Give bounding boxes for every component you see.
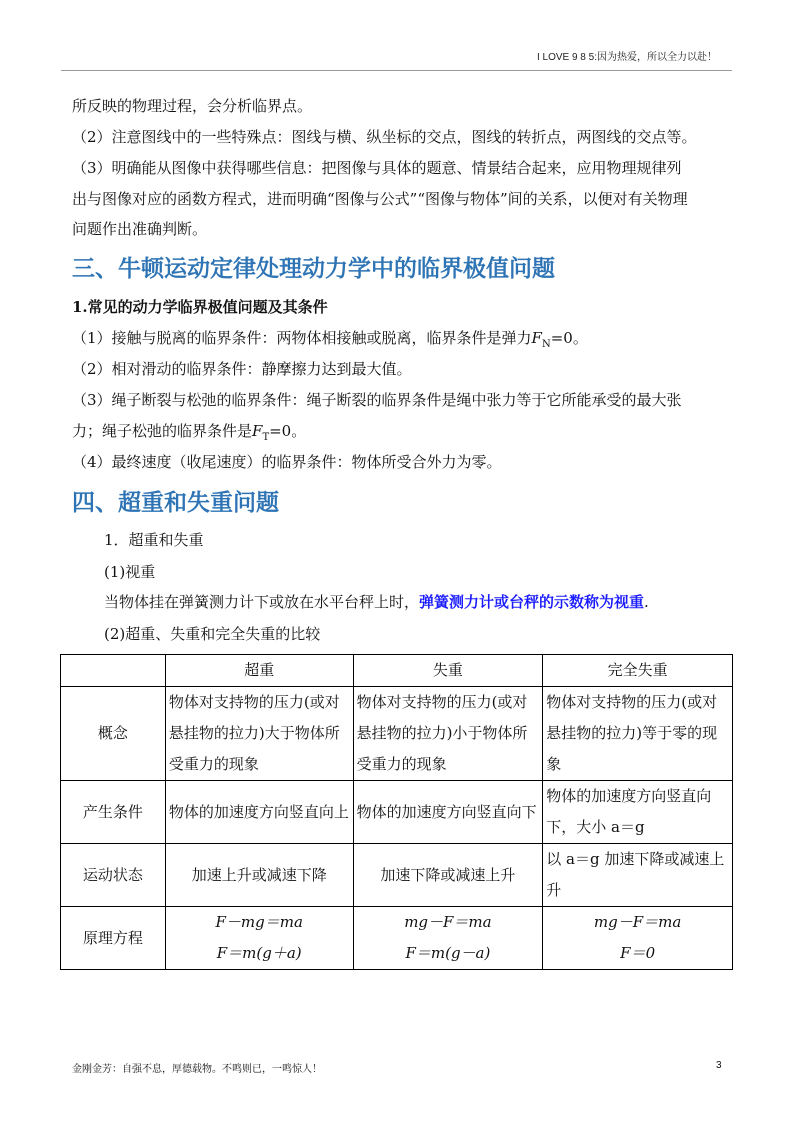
equation-cell <box>353 907 543 970</box>
row-label-equation: 原理方程 <box>61 907 166 970</box>
section-4-sub2: (1)视重 <box>104 563 156 581</box>
definition-end: . <box>644 593 649 611</box>
condition-3-end: =0。 <box>269 422 307 440</box>
table-cell: 物体的加速度方向竖直向下 <box>353 781 543 844</box>
intro-line-1: 所反映的物理过程，会分析临界点。 <box>72 97 313 115</box>
table-cell: 物体对支持物的压力(或对悬挂物的拉力)大于物体所受重力的现象 <box>165 687 353 781</box>
intro-line-4: 出与图像对应的函数方程式，进而明确“图像与公式”“图像与物体”间的关系，以便对有关物理 <box>72 190 688 208</box>
equation-cell <box>165 907 353 970</box>
footer-motto: 金刚金芳：自强不息，厚德载物。不鸣则已，一鸣惊人！ <box>72 1064 322 1075</box>
condition-3-sub: T <box>262 432 270 443</box>
row-label-condition: 产生条件 <box>61 781 166 844</box>
definition-text: 当物体挂在弹簧测力计下或放在水平台秤上时， <box>104 593 420 611</box>
table-cell: 加速上升或减速下降 <box>165 844 353 907</box>
condition-1-var: F <box>531 329 542 347</box>
section-3-subtitle: 1.常见的动力学临界极值问题及其条件 <box>72 298 328 316</box>
equation-cell <box>543 907 733 970</box>
row-label-concept: 概念 <box>61 687 166 781</box>
table-row <box>61 907 733 970</box>
condition-3-var: F <box>252 422 263 440</box>
condition-1-sub: N <box>541 339 551 350</box>
table-row <box>61 687 733 781</box>
definition-emphasis: 弹簧测力计或台秤的示数称为视重 <box>419 593 645 611</box>
table-cell: 物体对支持物的压力(或对悬挂物的拉力)等于零的现象 <box>543 687 733 781</box>
header-weightlessness: 完全失重 <box>543 655 733 687</box>
comparison-table <box>60 654 733 970</box>
table-row <box>61 844 733 907</box>
intro-line-3: （3）明确能从图像中获得哪些信息：把图像与具体的题意、情景结合起来，应用物理规律列 <box>72 159 682 177</box>
header-weightloss: 失重 <box>353 655 543 687</box>
table-cell: 以 a＝g 加速下降或减速上升 <box>543 844 733 907</box>
equation-line: F－mg＝ma <box>215 913 303 931</box>
condition-1 <box>72 328 588 355</box>
equation-line: F＝m(g＋a) <box>216 944 302 962</box>
condition-3-cont <box>72 421 306 448</box>
table-cell: 物体的加速度方向竖直向下，大小 a＝g <box>543 781 733 844</box>
condition-3: （3）绳子断裂与松弛的临界条件：绳子断裂的临界条件是绳中张力等于它所能承受的最大张 <box>72 391 682 409</box>
condition-2: （2）相对滑动的临界条件：静摩擦力达到最大值。 <box>72 360 412 378</box>
table-row <box>61 781 733 844</box>
table-cell: 物体对支持物的压力(或对悬挂物的拉力)小于物体所受重力的现象 <box>353 687 543 781</box>
row-label-motion: 运动状态 <box>61 844 166 907</box>
section-4-sub3: (2)超重、失重和完全失重的比较 <box>104 625 321 643</box>
condition-4: （4）最终速度（收尾速度）的临界条件：物体所受合外力为零。 <box>72 453 502 471</box>
table-cell: 加速下降或减速上升 <box>353 844 543 907</box>
apparent-weight-definition <box>104 592 649 612</box>
intro-line-2: （2）注意图线中的一些特殊点：图线与横、纵坐标的交点，图线的转折点，两图线的交点等。 <box>72 128 697 146</box>
equation-line: F＝0 <box>620 944 656 962</box>
equation-line: mg－F＝ma <box>593 913 682 931</box>
section-3-title: 三、牛顿运动定律处理动力学中的临界极值问题 <box>72 256 555 282</box>
table-cell: 物体的加速度方向竖直向上 <box>165 781 353 844</box>
condition-3-text: 力；绳子松弛的临界条件是 <box>72 422 253 440</box>
condition-1-end: =0。 <box>550 329 588 347</box>
page-number: 3 <box>716 1060 722 1071</box>
table-header-row <box>61 655 733 687</box>
condition-1-text: （1）接触与脱离的临界条件：两物体相接触或脱离，临界条件是弹力 <box>72 329 532 347</box>
intro-line-5: 问题作出准确判断。 <box>72 220 208 238</box>
equation-line: F＝m(g－a) <box>405 944 491 962</box>
equation-line: mg－F＝ma <box>404 913 492 931</box>
section-4-sub1: 1．超重和失重 <box>104 531 204 549</box>
table-corner <box>61 655 166 687</box>
header-divider <box>61 70 732 71</box>
section-4-title: 四、超重和失重问题 <box>72 490 279 516</box>
header-overweight: 超重 <box>165 655 353 687</box>
page-header: I LOVE 9 8 5:因为热爱，所以全力以赴！ <box>536 52 717 63</box>
